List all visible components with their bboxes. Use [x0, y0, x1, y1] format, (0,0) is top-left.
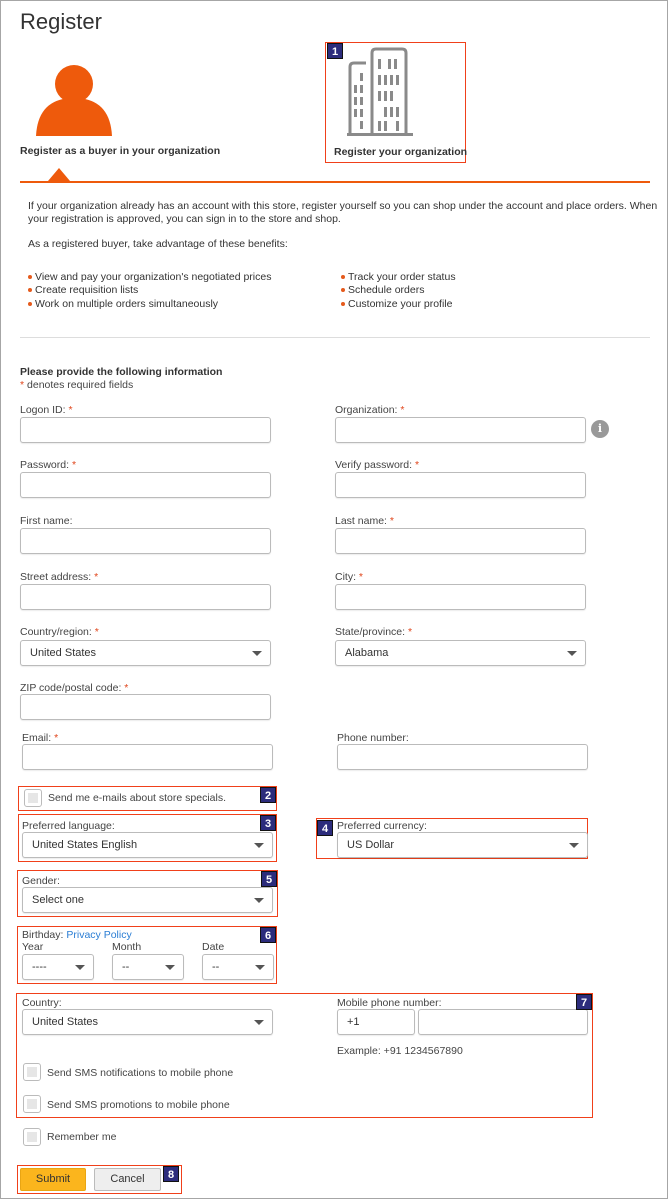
option-register-organization[interactable] [325, 42, 466, 163]
sms-promotions-label: Send SMS promotions to mobile phone [47, 1099, 230, 1111]
required-star: * [20, 379, 25, 391]
state-label: State/province: [335, 626, 406, 638]
required-star: * [407, 626, 413, 638]
form-actions [17, 1165, 182, 1194]
first-name-label: First name: [20, 515, 73, 527]
required-star: * [400, 404, 405, 416]
currency-label: Preferred currency: [337, 820, 427, 832]
mobile-example: Example: +91 1234567890 [337, 1045, 463, 1057]
birthday-label: Birthday: [22, 929, 64, 941]
required-star: * [124, 682, 129, 694]
selection-underline [20, 181, 650, 183]
birthday-group [17, 926, 277, 984]
verify-password-input[interactable] [335, 472, 586, 498]
sms-promotions-checkbox[interactable] [23, 1095, 41, 1113]
benefit-item: Customize your profile [341, 298, 452, 311]
month-select[interactable]: -- [112, 954, 184, 980]
verify-password-label: Verify password: [335, 459, 413, 471]
specials-group [18, 786, 277, 811]
zip-label: ZIP code/postal code: [20, 682, 122, 694]
street-address-input[interactable] [20, 584, 271, 610]
building-icon [346, 47, 416, 139]
badge-5: 5 [261, 871, 277, 887]
language-label: Preferred language: [22, 820, 115, 832]
person-icon [34, 64, 114, 136]
year-select[interactable]: ---- [22, 954, 94, 980]
benefit-item: Track your order status [341, 271, 456, 284]
required-star: * [414, 459, 420, 471]
gender-select[interactable]: Select one [22, 887, 273, 913]
mobile-label: Mobile phone number: [337, 997, 442, 1009]
badge-8: 8 [163, 1166, 179, 1182]
required-note: denotes required fields [27, 379, 134, 391]
required-star: * [54, 732, 59, 744]
mobile-number-input[interactable] [418, 1009, 588, 1035]
badge-1: 1 [327, 43, 343, 59]
badge-4: 4 [317, 820, 333, 836]
sms-notifications-label: Send SMS notifications to mobile phone [47, 1067, 234, 1079]
mobile-group [16, 993, 593, 1118]
buyer-option-label: Register as a buyer in your organization [20, 145, 221, 157]
form-heading: Please provide the following information [20, 366, 223, 378]
intro-text-1: If your organization already has an account with this store, register yourself so you can shop under the account and place orders. When [28, 200, 658, 212]
zip-input[interactable] [20, 694, 271, 720]
badge-3: 3 [260, 815, 276, 831]
benefit-item: View and pay your organization's negotiated prices [28, 271, 271, 284]
gender-group [17, 870, 278, 917]
specials-checkbox[interactable] [24, 789, 42, 807]
benefit-item: Schedule orders [341, 284, 424, 297]
date-select[interactable]: -- [202, 954, 274, 980]
email-label: Email: [22, 732, 52, 744]
country-region-label: Country/region: [20, 626, 92, 638]
country-region-select[interactable]: United States [20, 640, 271, 666]
cancel-button[interactable]: Cancel [94, 1168, 161, 1191]
last-name-input[interactable] [335, 528, 586, 554]
info-icon[interactable]: i [591, 420, 609, 438]
date-label: Date [202, 941, 225, 953]
password-input[interactable] [20, 472, 271, 498]
badge-7: 7 [576, 994, 592, 1010]
city-label: City: [335, 571, 356, 583]
selection-pointer [48, 168, 70, 181]
gender-label: Gender: [22, 875, 60, 887]
sms-notifications-checkbox[interactable] [23, 1063, 41, 1081]
badge-6: 6 [260, 927, 276, 943]
privacy-policy-link[interactable]: Privacy Policy [66, 929, 132, 941]
badge-2: 2 [260, 787, 276, 803]
phone-input[interactable] [337, 744, 588, 770]
currency-group [316, 818, 588, 859]
language-select[interactable]: United States English [22, 832, 273, 858]
first-name-input[interactable] [20, 528, 271, 554]
country-label: Country: [22, 997, 62, 1009]
remember-me-label: Remember me [47, 1131, 117, 1143]
phone-label: Phone number: [337, 732, 409, 744]
organization-option-label: Register your organization [334, 146, 468, 158]
option-register-buyer[interactable] [20, 60, 221, 160]
password-label: Password: [20, 459, 70, 471]
remember-me-checkbox[interactable] [23, 1128, 41, 1146]
required-star: * [94, 626, 99, 638]
mobile-country-select[interactable]: United States [22, 1009, 273, 1035]
required-star: * [68, 404, 73, 416]
divider [20, 337, 650, 338]
required-star: * [71, 459, 77, 471]
required-star: * [358, 571, 364, 583]
month-label: Month [112, 941, 142, 953]
language-group [18, 814, 277, 862]
intro-text-1b: your registration is approved, you can sign in to the store and shop. [28, 213, 341, 225]
currency-select[interactable]: US Dollar [337, 832, 588, 858]
logon-label: Logon ID: [20, 404, 66, 416]
mobile-code-input[interactable]: +1 [337, 1009, 415, 1035]
benefit-item: Create requisition lists [28, 284, 138, 297]
last-name-label: Last name: [335, 515, 387, 527]
specials-label: Send me e-mails about store specials. [48, 792, 227, 804]
intro-text-2: As a registered buyer, take advantage of these benefits: [28, 238, 288, 250]
required-star: * [94, 571, 99, 583]
logon-id-input[interactable] [20, 417, 271, 443]
year-label: Year [22, 941, 44, 953]
benefit-item: Work on multiple orders simultaneously [28, 298, 218, 311]
organization-label: Organization: [335, 404, 398, 416]
submit-button[interactable]: Submit [20, 1168, 86, 1191]
page-title: Register [20, 9, 102, 34]
state-select[interactable]: Alabama [335, 640, 586, 666]
email-input[interactable] [22, 744, 273, 770]
street-label: Street address: [20, 571, 92, 583]
required-star: * [389, 515, 394, 527]
city-input[interactable] [335, 584, 586, 610]
organization-input[interactable] [335, 417, 586, 443]
